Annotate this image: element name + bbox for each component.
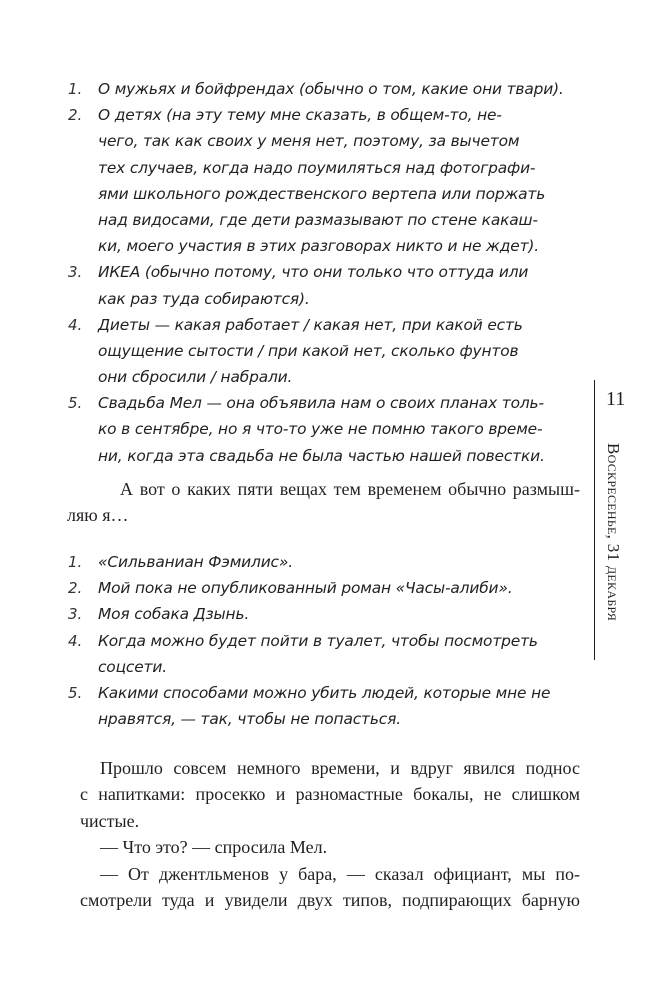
paragraph-line: Прошло совсем немного времени, и вдруг явился поднос <box>100 758 580 778</box>
list-line: Диеты — какая работает / какая нет, при какой есть <box>98 315 523 334</box>
paragraph-line: А вот о каких пяти вещах тем временем обычно размыш- <box>120 479 580 499</box>
list-item <box>68 549 580 575</box>
list-item <box>68 575 580 601</box>
list-item <box>68 680 580 732</box>
list-line: тех случаев, когда надо поумиляться над фотографи- <box>98 158 536 177</box>
list-item <box>68 259 580 311</box>
list-line: Свадьба Мел — она объявила нам о своих планах толь- <box>98 394 544 413</box>
list-item <box>68 312 580 391</box>
list-number: 4. <box>68 631 83 650</box>
list-line: Моя собака Дзынь. <box>98 605 250 624</box>
list-item <box>68 76 580 102</box>
list-item <box>68 390 580 469</box>
list-number: 2. <box>68 579 83 598</box>
list-line: О детях (на эту тему мне сказать, в общем-то, не- <box>98 106 502 125</box>
margin-divider <box>594 380 595 660</box>
list-line: ни, когда эта свадьба не была частью нашей повестки. <box>98 446 545 465</box>
list-line: соцсети. <box>98 657 167 676</box>
list-line: Когда можно будет пойти в туалет, чтобы посмотреть <box>98 631 538 650</box>
list-line: ки, моего участия в этих разговорах никто и не ждет). <box>98 237 539 256</box>
list-item <box>68 102 580 259</box>
topics-list-friends <box>68 76 580 469</box>
running-head: Воскресенье, 31 декабря <box>604 443 623 622</box>
list-item <box>68 601 580 627</box>
list-line: нравятся, — так, чтобы не попасться. <box>98 710 401 729</box>
dialogue-line: — Что это? — спросила Мел. <box>100 837 328 858</box>
list-number: 1. <box>68 80 83 98</box>
paragraph-line: ляю я… <box>67 505 129 526</box>
list-line: над видосами, где дети размазывают по стене какаш- <box>98 210 538 229</box>
list-number: 5. <box>68 394 83 413</box>
list-number: 2. <box>68 106 83 125</box>
list-number: 4. <box>68 315 83 334</box>
list-line: Какими способами можно убить людей, которые мне не <box>98 683 551 702</box>
list-number: 3. <box>68 263 83 282</box>
list-line: чего, так как своих у меня нет, поэтому, за вычетом <box>98 132 520 151</box>
paragraph-intro <box>67 476 580 529</box>
list-line: Мой пока не опубликованный роман «Часы-алиби». <box>98 579 513 598</box>
list-line: ощущение сытости / при какой нет, сколько фунтов <box>98 341 519 360</box>
list-number: 1. <box>68 553 83 571</box>
list-number: 5. <box>68 683 83 702</box>
list-line: как раз туда собираются). <box>98 289 310 308</box>
paragraph-line: чистые. <box>80 810 140 831</box>
dialogue-line: — От джентльменов у бара, — сказал официант, мы по- <box>100 863 580 884</box>
page-number: 11 <box>606 388 626 410</box>
list-line: ями школьного рождественского вертепа или поржать <box>98 184 546 203</box>
topics-list-narrator <box>68 549 580 732</box>
list-number: 3. <box>68 605 83 624</box>
paragraph-story <box>80 755 580 913</box>
paragraph-line: смотрели туда и увидели двух типов, подпирающих барную <box>80 889 580 910</box>
list-item <box>68 628 580 680</box>
list-line: О мужьях и бойфрендах (обычно о том, какие они твари). <box>98 80 564 98</box>
list-line: они сбросили / набрали. <box>98 368 293 387</box>
list-line: «Сильваниан Фэмилис». <box>98 553 293 571</box>
list-line: ко в сентябре, но я что-то уже не помню такого време- <box>98 420 543 439</box>
paragraph-line: с напитками: просекко и разномастные бокалы, не слишком <box>80 784 580 805</box>
list-line: ИКЕА (обычно потому, что они только что оттуда или <box>98 263 529 282</box>
